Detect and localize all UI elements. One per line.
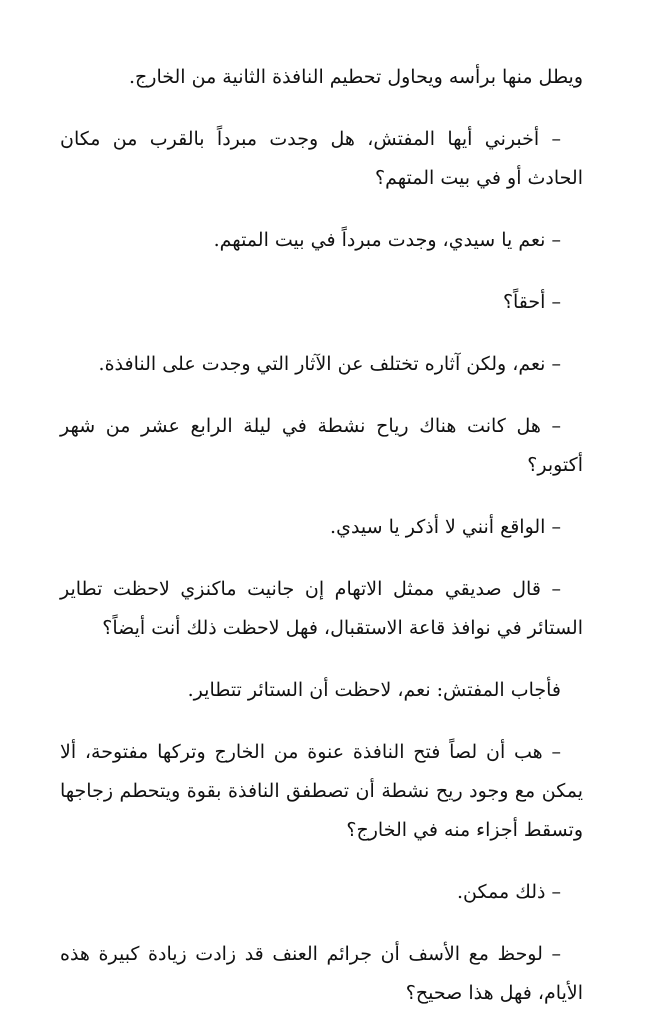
dialogue-paragraph: – أخبرني أيها المفتش، هل وجدت مبرداً بالقرب من مكان الحادث أو في بيت المتهم؟ <box>60 128 583 189</box>
dialogue-paragraph: – نعم يا سيدي، وجدت مبرداً في بيت المتهم. <box>213 229 561 251</box>
dialogue-paragraph: – قال صديقي ممثل الاتهام إن جانيت ماكنزي لاحظت تطاير الستائر في نوافذ قاعة الاستقبال، فهل لاحظت ذلك أنت أيضاً؟ <box>60 578 583 639</box>
paragraph-continuation: ويطل منها برأسه ويحاول تحطيم النافذة الثانية من الخارج. <box>128 66 583 88</box>
narration-paragraph: فأجاب المفتش: نعم، لاحظت أن الستائر تتطاير. <box>187 679 561 701</box>
dialogue-paragraph: – هب أن لصاً فتح النافذة عنوة من الخارج وتركها مفتوحة، ألا يمكن مع وجود ريح نشطة أن تصطفق النافذة بقوة ويتحطم زجاجها وتسقط أجزاء منه في الخارج؟ <box>60 741 583 841</box>
dialogue-paragraph: – ذلك ممكن. <box>457 881 561 903</box>
dialogue-paragraph: – أحقاً؟ <box>502 291 561 313</box>
dialogue-paragraph: – لوحظ مع الأسف أن جرائم العنف قد زادت زيادة كبيرة هذه الأيام، فهل هذا صحيح؟ <box>60 943 583 1004</box>
dialogue-paragraph: – هل كانت هناك رياح نشطة في ليلة الرابع عشر من شهر أكتوبر؟ <box>60 415 583 476</box>
dialogue-paragraph: – نعم، ولكن آثاره تختلف عن الآثار التي وجدت على النافذة. <box>98 353 561 375</box>
dialogue-paragraph: – الواقع أنني لا أذكر يا سيدي. <box>330 516 561 538</box>
